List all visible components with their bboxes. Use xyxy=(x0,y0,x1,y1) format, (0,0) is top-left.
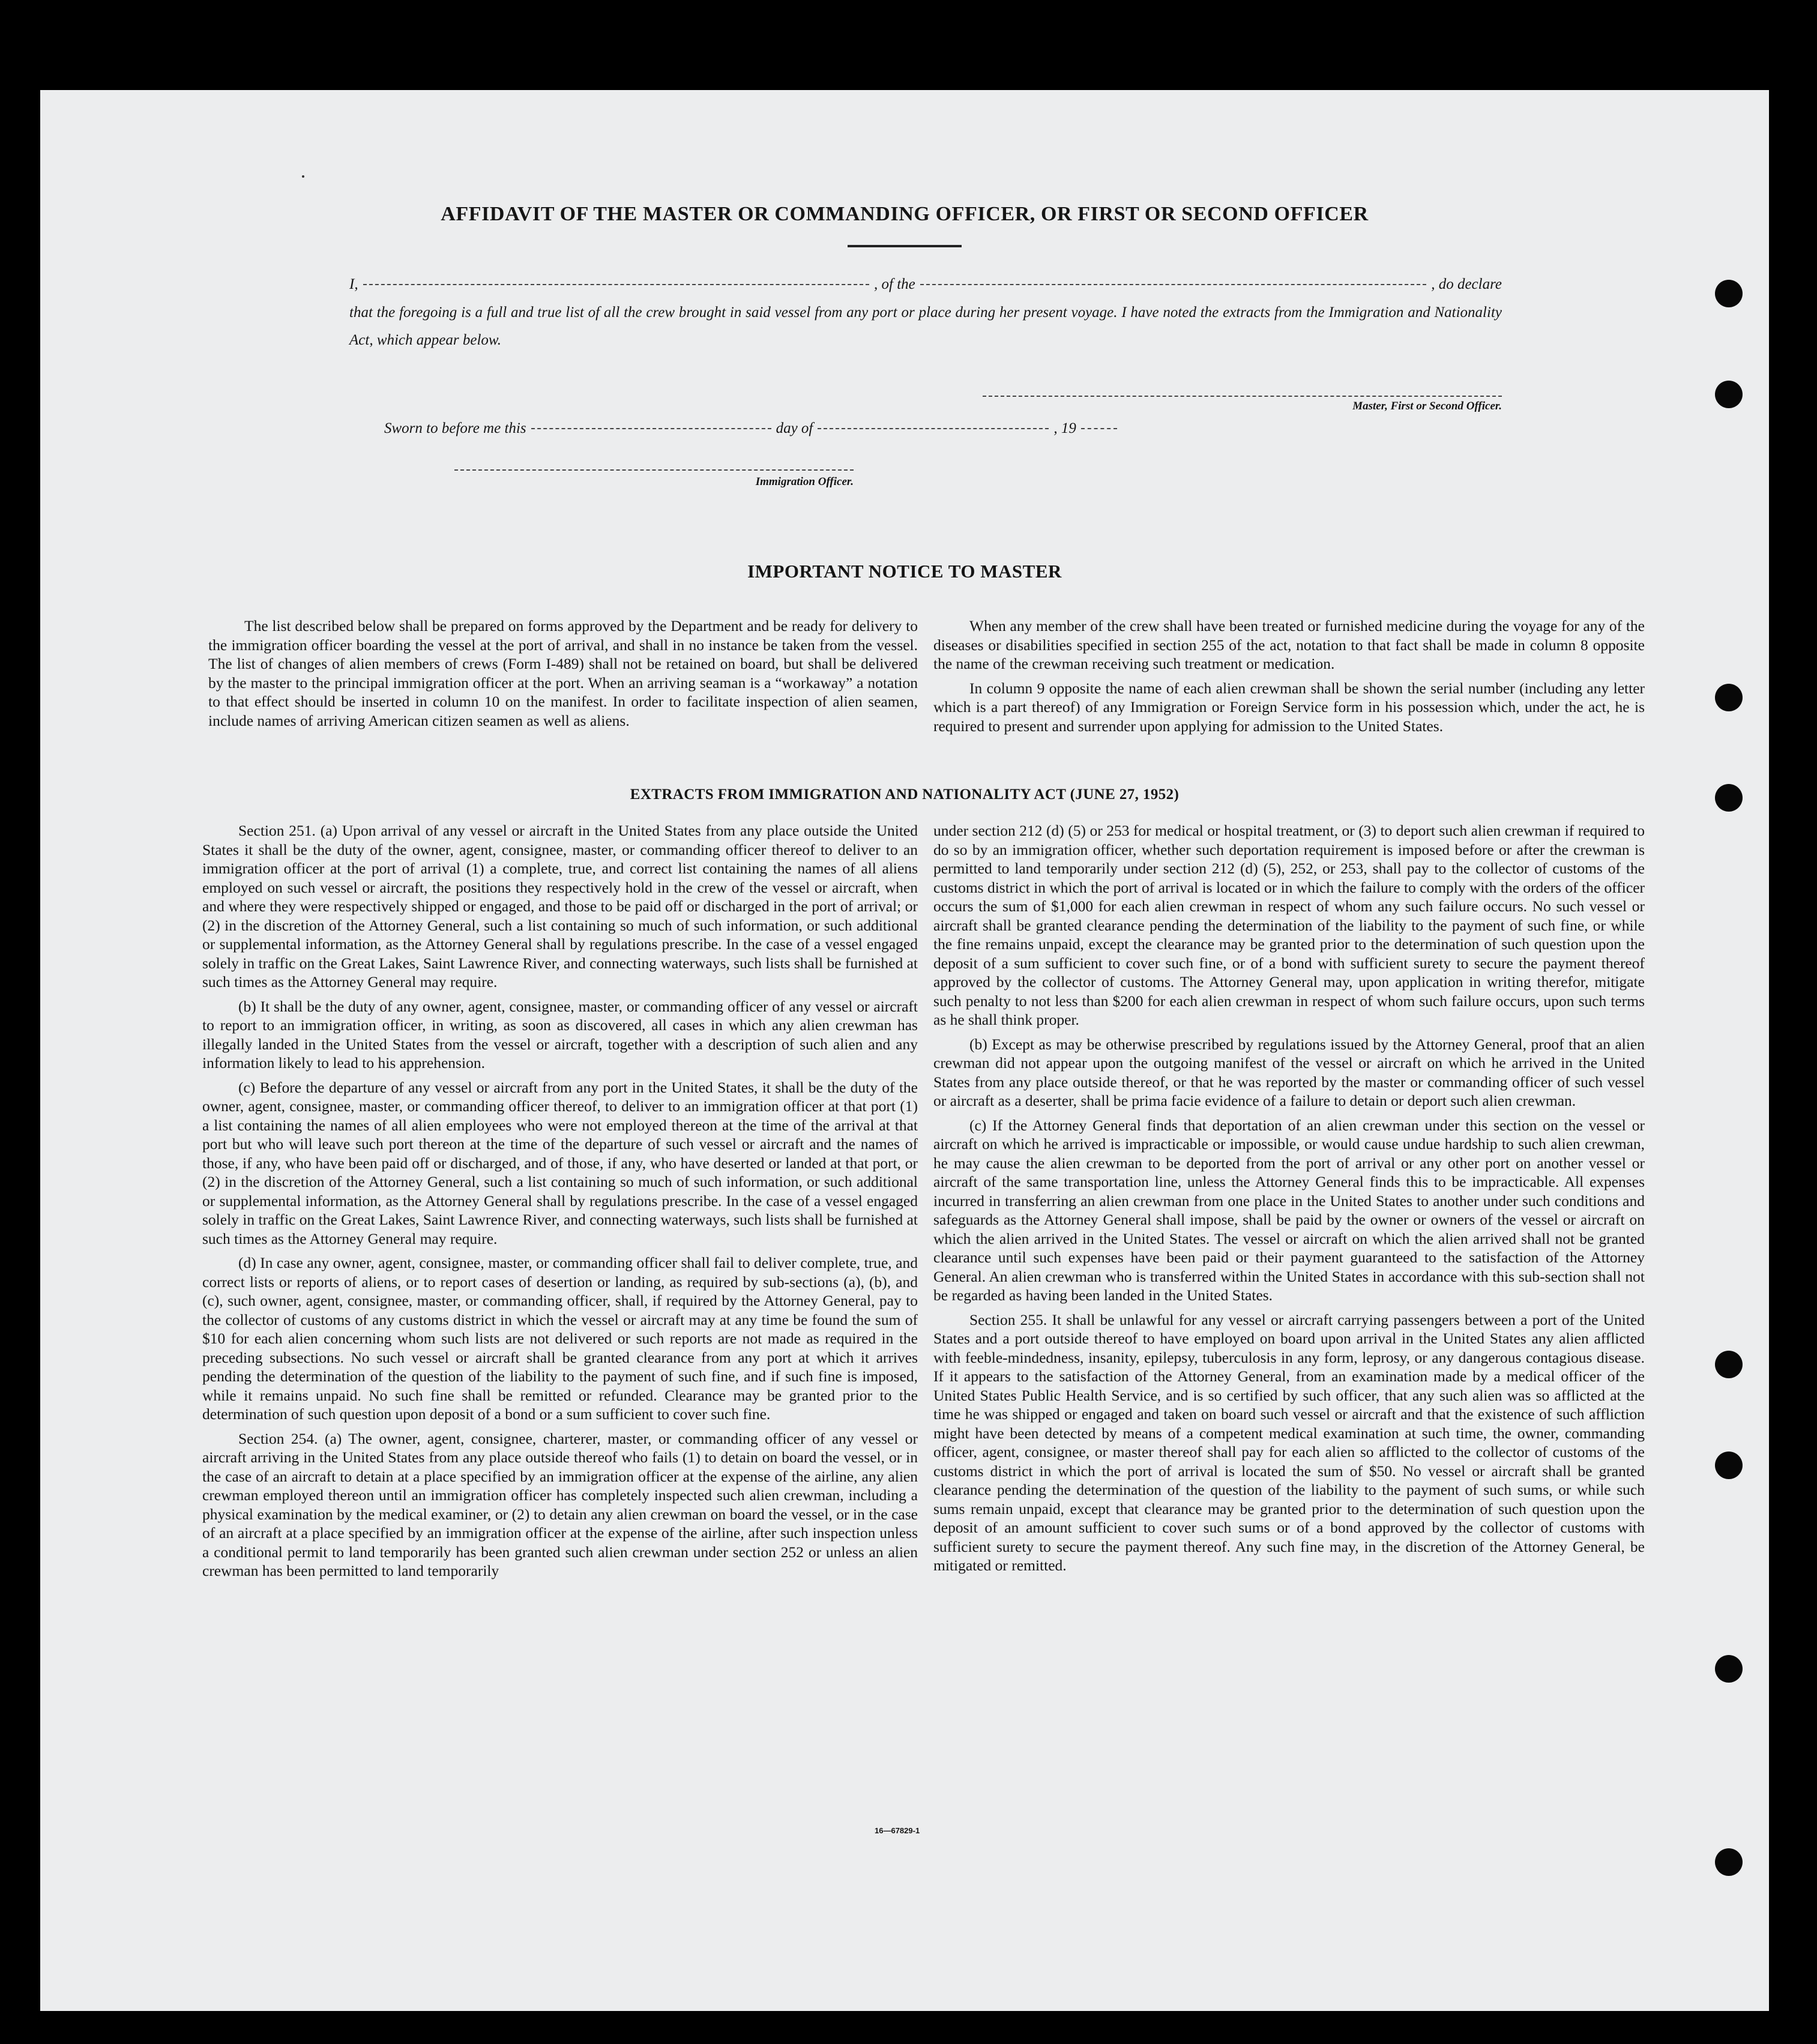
declaration-of-the-label: , of the xyxy=(874,276,915,292)
binder-hole xyxy=(1715,1351,1743,1378)
declaration-fill-line xyxy=(349,276,1502,293)
immigration-officer-caption: Immigration Officer. xyxy=(755,475,854,488)
section-254a-continuation: under section 212 (d) (5) or 253 for medical or hospital treatment, or (3) to deport such alien crewman if required to do so by an immigration officer, whether such deportation requirement is imposed before or after the crewman is permitted to land temporarily under section 212 (d) (5), 252, or 253, shall pay to the collector of customs of the customs district in which the port of arrival is located or in which the failure to comply with the orders of the officer occurs the sum of $1,000 for each alien crewman in respect of whom any such failure occurs. No such vessel or aircraft shall be granted clearance pending the determination of the liability to the payment of such fine, or while the fine remains unpaid, except the clearance may be granted prior to the determination of such question upon the deposit of a sum sufficient to cover such fine, or of a bond with sufficient surety to secure the payment thereof approved by the collector of customs. The Attorney General may, upon application in writing therefor, mitigate such penalty to not less than $200 for each alien crewman in respect of whom such failure occurs, upon such terms as he shall think proper. xyxy=(933,822,1645,1028)
binder-hole xyxy=(1715,1848,1743,1876)
declaration-text: that the foregoing is a full and true list of all the crew brought in said vessel from any port or place during her present voyage. I have noted the extracts from the Immigration and Nationality Act, which appear below. xyxy=(349,304,1502,348)
notice-left-column xyxy=(208,617,918,730)
form-number: 16—67829-1 xyxy=(875,1826,920,1835)
sworn-line xyxy=(384,420,1225,437)
section-251d-paragraph: (d) In case any owner, agent, consignee, master, or commanding officer shall fail to deliver complete, true, and correct lists or reports of aliens, or to report cases of desertion or landing, as required by sub-sections (a), (b), and (c), such owner, agent, consignee, master, or commanding officer, shall, if required by the Attorney General, pay to the collector of customs of any customs district in which the vessel or aircraft may at any time be found the sum of $10 for each alien concerning whom such lists are not delivered or such reports are not made as required in the preceding subsections. No such vessel or aircraft shall be granted clearance from any port at which it arrives pending the determination of the question of the liability to the payment of such fine, and if such fine is imposed, while it remains unpaid. No such fine shall be remitted or refunded. Clearance may be granted prior to the determination of such question upon deposit of a bond or a sum sufficient to cover such fine. xyxy=(202,1254,918,1423)
title-underline xyxy=(848,245,962,247)
sworn-day-blank[interactable] xyxy=(531,428,771,429)
notice-paragraph: When any member of the crew shall have been treated or furnished medicine during the voyage for any of the diseases or disabilities specified in section 255 of the act, notation to that fact shall be made in column 8 opposite the name of the crewman receiving such treatment or medication. xyxy=(933,617,1645,672)
sworn-prefix: Sworn to before me this xyxy=(384,420,526,436)
sworn-month-blank[interactable] xyxy=(818,428,1049,429)
section-254a-paragraph: Section 254. (a) The owner, agent, consignee, charterer, master, or commanding officer of any vessel or aircraft arriving in the United States from any place outside thereof who fails (1) to detain on board the vessel, or in the case of an aircraft to detain at a place specified by an immigration officer at the expense of the airline, any alien crewman employed thereon until an immigration officer has completely inspected such alien crewman, including a physical examination by the medical examiner, or (2) to detain any alien crewman on board the vessel, or in the case of an aircraft at a place specified by an immigration officer at the expense of the airline, after such inspection unless a conditional permit to land temporarily has been granted such alien crewman under section 252 or unless an alien crewman has been permitted to land temporarily xyxy=(202,1429,918,1579)
binder-hole xyxy=(1715,280,1743,307)
speck xyxy=(302,175,304,178)
notice-paragraph: In column 9 opposite the name of each alien crewman shall be shown the serial number (including any letter which is a part thereof) of any Immigration or Foreign Service form in his possession which, under the act, he is required to present and surrender upon applying for admission to the United States. xyxy=(933,679,1645,735)
extracts-title: EXTRACTS FROM IMMIGRATION AND NATIONALITY ACT (JUNE 27, 1952) xyxy=(630,786,1180,803)
section-254b-paragraph: (b) Except as may be otherwise prescribed by regulations issued by the Attorney General, proof that an alien crewman did not appear upon the outgoing manifest of the vessel or aircraft on which he arrived in the United States from any place outside thereof, or that he was reported by the master or commanding officer of such vessel or aircraft as a deserter, shall be prima facie evidence of a failure to detain or deport such alien crewman. xyxy=(933,1035,1645,1109)
name-blank[interactable] xyxy=(363,284,869,285)
section-251a-paragraph: Section 251. (a) Upon arrival of any vessel or aircraft in the United States from any place outside the United States it shall be the duty of the owner, agent, consignee, master, or commanding officer thereof to deliver to an immigration officer at the port of arrival (1) a complete, true, and correct list containing the names of all aliens employed on such vessel or aircraft, the positions they respectively hold in the crew of the vessel or aircraft, when and where they were respectively shipped or engaged, and those to be paid off or discharged in the port of arrival; or (2) in the discretion of the Attorney General, such a list containing so much of such information, or such additional or supplemental information, as the Attorney General shall by regulations prescribe. In the case of a vessel engaged solely in traffic on the Great Lakes, Saint Lawrence River, and connecting waterways, such lists shall be furnished at such times as the Attorney General may require. xyxy=(202,822,918,990)
declaration-i-label: I, xyxy=(349,276,358,292)
section-254c-paragraph: (c) If the Attorney General finds that deportation of an alien crewman under this section on the vessel or aircraft on which he arrived is impracticable or impossible, or would cause undue hardship to such alien crewman, he may cause the alien crewman to be deported from the port of arrival or any other port on another vessel or aircraft of the same transportation line, unless the Attorney General finds this to be impracticable. All expenses incurred in transferring an alien crewman from one place in the United States to another under such conditions and safeguards as the Attorney General shall impose, shall be paid by the owner or owners of the vessel or aircraft on which the alien arrived in the United States. The vessel or aircraft on which the alien arrived shall not be granted clearance until such expenses have been paid or their payment guaranteed to the satisfaction of the Attorney General. An alien crewman who is transferred within the United States in accordance with this sub-section shall not be regarded as having been landed in the United States. xyxy=(933,1116,1645,1304)
sworn-year-label: , 19 xyxy=(1053,420,1076,436)
sworn-day-of-label: day of xyxy=(776,420,813,436)
document-page xyxy=(40,90,1769,2011)
binder-hole xyxy=(1715,381,1743,408)
binder-hole xyxy=(1715,1655,1743,1683)
section-255-paragraph: Section 255. It shall be unlawful for any vessel or aircraft carrying passengers between a port of the United States and a port outside thereof to have employed on board upon arrival in the United States any alien afflicted with feeble-mindedness, insanity, epilepsy, tuberculosis in any form, leprosy, or any dangerous contagious disease. If it appears to the satisfaction of the Attorney General, from an examination made by a medical officer of the United States Public Health Service, and is so certified by such officer, that any such alien was so afflicted at the time he was shipped or engaged and taken on board such vessel or aircraft and that the existence of such affliction might have been detected by means of a competent medical examination at such time, the owner, commanding officer, agent, consignee, or master thereof shall pay for each alien so afflicted to the collector of customs of the customs district in which the port of arrival is located the sum of $50. No vessel or aircraft shall be granted clearance pending the determination of the question of the liability to the payment of such sums, or while such sums remain unpaid, except that clearance may be granted prior to the determination of such question upon the deposit of an amount sufficient to cover such sums or of a bond approved by the collector of customs with sufficient surety to secure the payment thereof. Any such fine may, in the discretion of the Attorney General, be mitigated or remitted. xyxy=(933,1310,1645,1574)
binder-hole xyxy=(1715,1452,1743,1479)
binder-hole xyxy=(1715,684,1743,711)
binder-hole xyxy=(1715,784,1743,812)
sworn-year-blank[interactable] xyxy=(1081,428,1117,429)
extracts-right-column xyxy=(933,821,1645,1575)
notice-title: IMPORTANT NOTICE TO MASTER xyxy=(747,561,1062,582)
declaration-do-declare-label: , do declare xyxy=(1431,276,1502,292)
notice-paragraph: The list described below shall be prepared on forms approved by the Department and be ready for delivery to the immigration officer boarding the vessel at the port of arrival, and shall in no instance be taken from the vessel. The list of changes of alien members of crews (Form I-489) shall not be retained on board, but shall be delivered by the master to the principal immigration officer at the port. When an arriving seaman is a “workaway” a notation to that effect should be inserted in column 10 on the manifest. In order to facilitate inspection of alien seamen, include names of arriving American citizen seamen as well as aliens. xyxy=(208,617,918,729)
vessel-blank[interactable] xyxy=(920,284,1426,285)
affidavit-title: AFFIDAVIT OF THE MASTER OR COMMANDING OFFICER, OR FIRST OR SECOND OFFICER xyxy=(441,203,1369,225)
notice-right-column xyxy=(933,617,1645,735)
master-signature-caption: Master, First or Second Officer. xyxy=(1352,400,1502,412)
section-251b-paragraph: (b) It shall be the duty of any owner, agent, consignee, master, or commanding officer of any vessel or aircraft to report to an immigration officer, in writing, as soon as discovered, all cases in which any alien crewman has illegally landed in the United States from the vessel or aircraft, together with a description of such alien and any information likely to lead to his apprehension. xyxy=(202,997,918,1072)
section-251c-paragraph: (c) Before the departure of any vessel or aircraft from any port in the United States, it shall be the duty of the owner, agent, consignee, master, or commanding officer thereof, to deliver to an immigration officer at that port (1) a list containing the names of all alien employees who were not employed thereon at the time of the arrival at that port but who will leave such port thereon at the time of the departure of such vessel or aircraft and the names of those, if any, who have been paid off or discharged, and of those, if any, who have deserted or landed at that port, or (2) in the discretion of the Attorney General, such a list containing so much of such information, or such additional or supplemental information, as the Attorney General shall by regulations prescribe. In the case of a vessel engaged solely in traffic on the Great Lakes, Saint Lawrence River, and connecting waterways, such lists shall be furnished at such times as the Attorney General may require. xyxy=(202,1078,918,1247)
declaration-block xyxy=(349,276,1502,354)
extracts-left-column xyxy=(202,821,918,1581)
master-signature-line[interactable] xyxy=(983,396,1502,397)
immigration-officer-signature-line[interactable] xyxy=(454,469,854,471)
